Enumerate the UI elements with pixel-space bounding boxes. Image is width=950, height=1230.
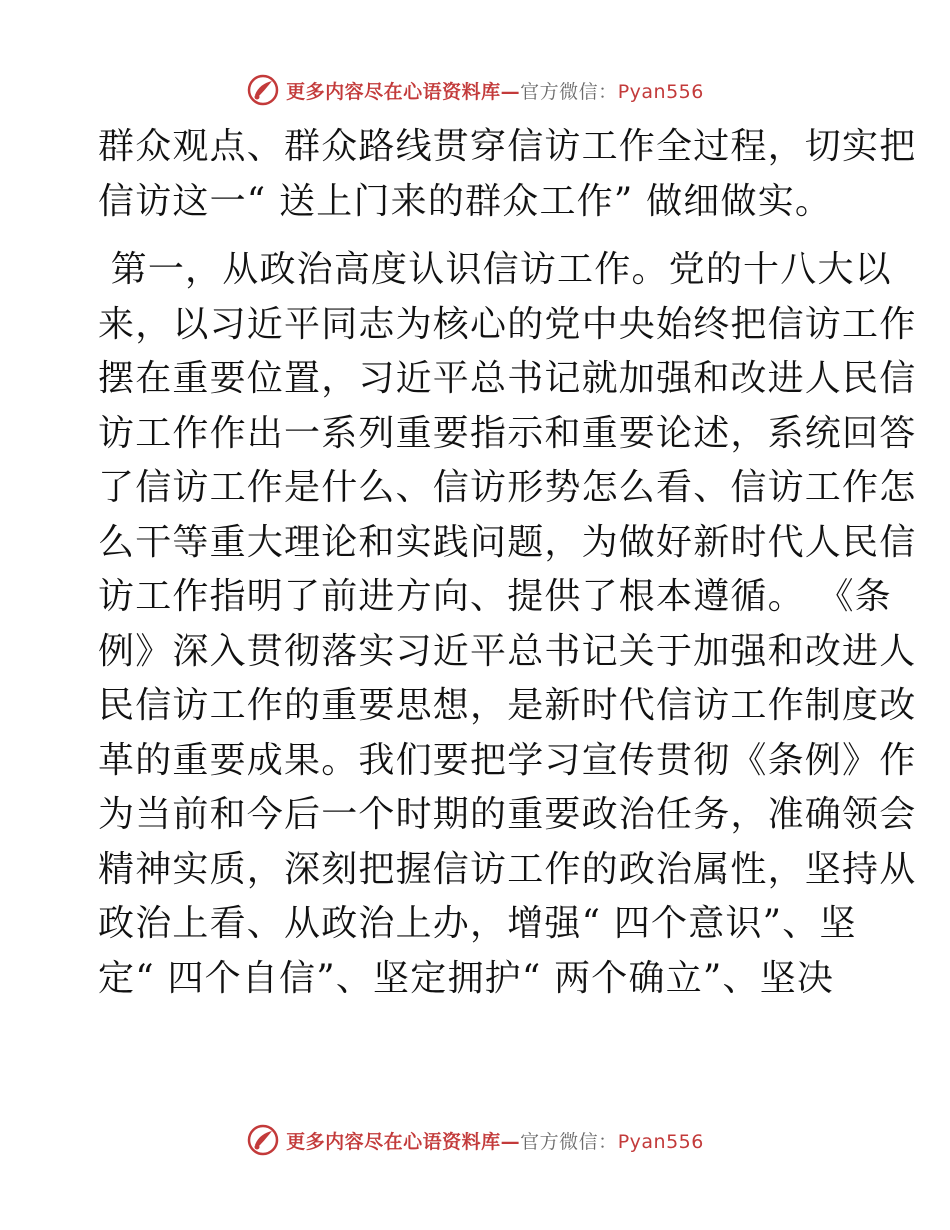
text-line: 群众观点、群众路线贯穿信访工作全过程，切实把 <box>98 126 917 167</box>
watermark-channel: 官方微信： <box>520 80 618 103</box>
text-line: 了信访工作是什么、信访形势怎么看、信访工作怎 <box>98 467 917 508</box>
watermark-footer <box>0 1120 950 1160</box>
watermark-separator: — <box>500 1130 521 1153</box>
watermark-header <box>0 70 950 110</box>
text-line: 定“ 四个自信”、坚定拥护“ 两个确立”、坚决 <box>98 957 835 999</box>
text-line: 么干等重大理论和实践问题，为做好新时代人民信 <box>98 521 917 563</box>
text-line: 民信访工作的重要思想，是新时代信访工作制度改 <box>98 685 917 726</box>
brush-logo-icon <box>246 73 280 107</box>
watermark-account: Pyan556 <box>617 1130 704 1153</box>
brush-logo-icon <box>246 1123 280 1157</box>
text-line: 革的重要成果。我们要把学习宣传贯彻《条例》作 <box>98 739 917 781</box>
paragraph-1 <box>98 120 917 229</box>
watermark-channel: 官方微信： <box>520 1130 618 1153</box>
paragraph-2 <box>98 243 917 1006</box>
watermark-account: Pyan556 <box>617 80 704 103</box>
watermark-separator: — <box>500 80 521 103</box>
watermark-brand: 更多内容尽在心语资料库 <box>286 1130 501 1153</box>
text-line: 访工作指明了前进方向、提供了根本遵循。 《条 <box>98 576 892 617</box>
watermark-text <box>286 1127 704 1154</box>
text-line: 第一，从政治高度认识信访工作。党的十八大以 <box>98 249 892 290</box>
text-line: 精神实质，深刻把握信访工作的政治属性，坚持从 <box>98 848 917 890</box>
watermark-brand: 更多内容尽在心语资料库 <box>286 80 501 103</box>
text-line: 例》深入贯彻落实习近平总书记关于加强和改进人 <box>98 630 917 672</box>
watermark-text <box>286 77 704 104</box>
text-line: 访工作作出一系列重要指示和重要论述，系统回答 <box>98 412 917 454</box>
text-line: 信访这一“ 送上门来的群众工作” 做细做实。 <box>98 180 833 222</box>
text-line: 摆在重要位置，习近平总书记就加强和改进人民信 <box>98 358 917 399</box>
text-line: 为当前和今后一个时期的重要政治任务，准确领会 <box>98 794 917 835</box>
document-body <box>98 120 917 1006</box>
text-line: 政治上看、从政治上办，增强“ 四个意识”、坚 <box>98 903 857 944</box>
text-line: 来，以习近平同志为核心的党中央始终把信访工作 <box>98 303 917 345</box>
